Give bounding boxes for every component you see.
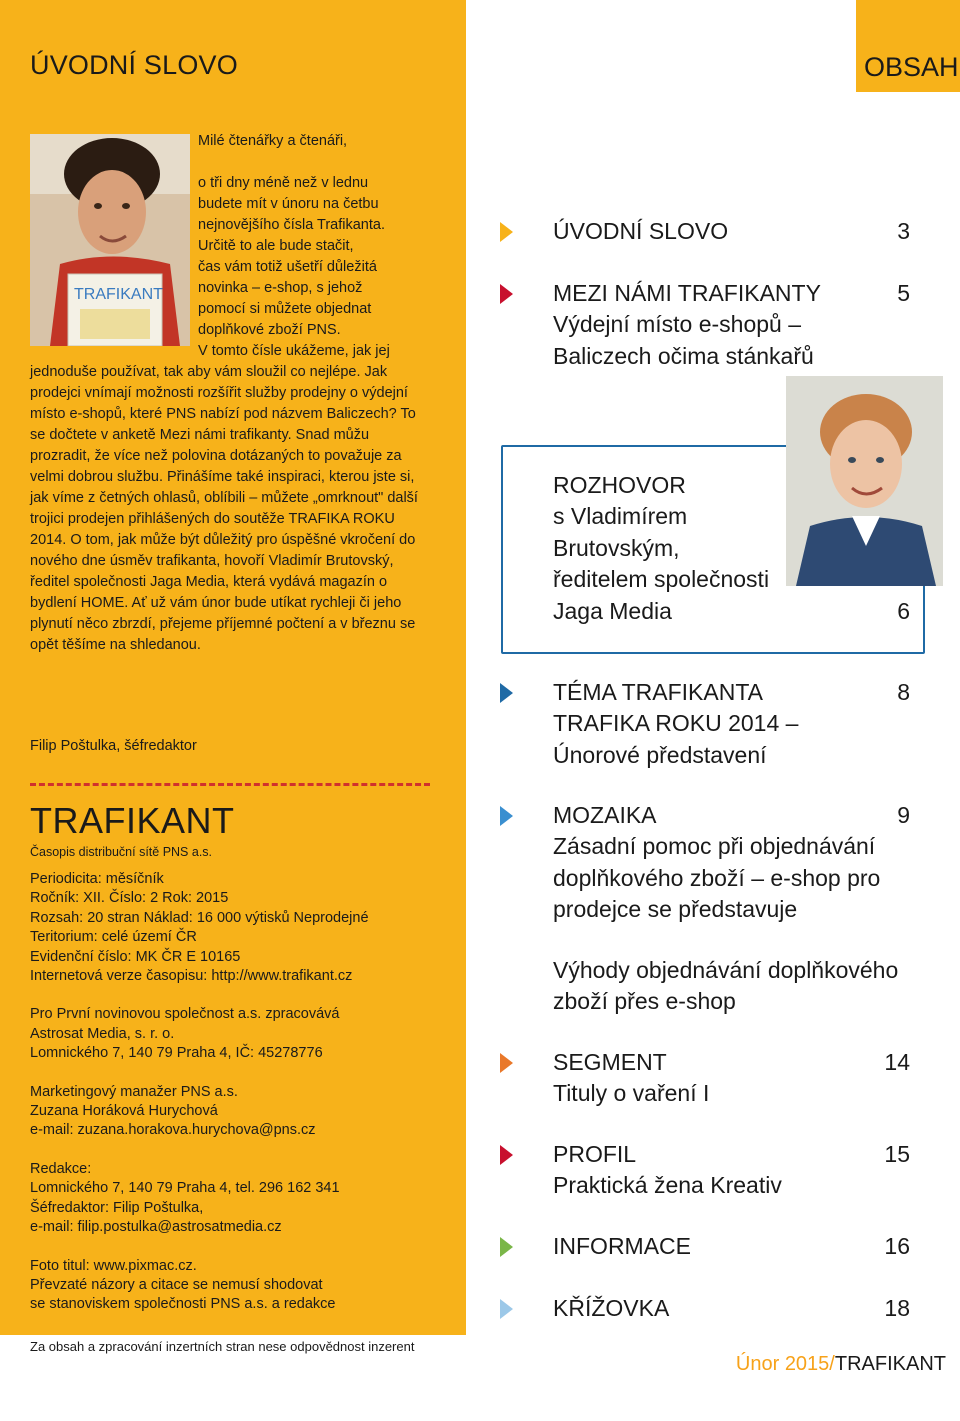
footer-issue: Únor 2015/: [735, 1353, 835, 1375]
toc-title: ÚVODNÍ SLOVO: [553, 218, 729, 244]
toc-page: 9: [897, 802, 910, 828]
arrow-icon: [500, 1299, 513, 1319]
toc-page: 18: [884, 1295, 910, 1321]
toc-entry-tema[interactable]: [500, 677, 920, 771]
imprint-line: Rozsah: 20 stran Náklad: 16 000 výtisků Neprodejné: [30, 909, 369, 926]
imprint-line: Ročník: XII. Číslo: 2 Rok: 2015: [30, 890, 229, 907]
imprint-email[interactable]: e-mail: filip.postulka@astrosatmedia.cz: [30, 1219, 282, 1236]
imprint-line: Teritorium: celé území ČR: [30, 929, 197, 946]
toc-subtitle: Jaga Media: [553, 597, 672, 624]
toc-entry-profil[interactable]: [500, 1139, 920, 1202]
intro-line: nejnovějšího čísla Trafikanta.: [198, 217, 385, 233]
imprint-line: Astrosat Media, s. r. o.: [30, 1025, 175, 1042]
toc-entry-informace[interactable]: [500, 1231, 920, 1262]
toc-page: 8: [897, 679, 910, 705]
intro-body: jednoduše používat, tak aby vám sloužil co nejlépe. Jak prodejci vnímají možnosti rozšířit služby prodejny o výdejní místo e-shopů, které PNS nabízí pod názvem Baliczech? To se dočtete v anketě Mezi námi trafikanty. Snad můžu prozradit, že více než polovina dotázaných to považuje za velmi dobrou službu. Přinášíme také inspiraci, kterou jste si, jak víme z četných ohlasů, oblíbili – můžete „omrknout" další trojici prodejen přihlášených do soutěže TRAFIKA ROKU 2014. O tom, jak může být důležitý pro úspěšné vkročení do nového dne úsměv trafikanta, hovoří Vladimír Brutovský, ředitel společnosti Jaga Media, která vydává magazín o bydlení HOME. Ať už vám únor bude utíkat rychleji či jeho plynutí něco zbrzdí, přejeme příjemné počtení a v březnu se opět těšíme na shledanou.: [30, 364, 418, 653]
toc-subtitle: TRAFIKA ROKU 2014 –: [553, 710, 799, 737]
greeting: Milé čtenářky a čtenáři,: [198, 133, 348, 149]
toc-subtitle: ředitelem společnosti: [553, 566, 770, 593]
toc-entry-krizovka[interactable]: [500, 1293, 920, 1324]
imprint-line: Evidenční číslo: MK ČR E 10165: [30, 948, 241, 965]
intro-line: budete mít v únoru na četbu: [198, 196, 379, 212]
toc-subtitle: s Vladimírem: [553, 503, 688, 530]
masthead-title: TRAFIKANT: [30, 800, 235, 841]
toc-title: SEGMENT: [553, 1049, 667, 1075]
toc-subtitle: Výdejní místo e-shopů –: [553, 311, 802, 338]
contents-header: [856, 0, 960, 92]
contents-title: OBSAH: [864, 52, 959, 82]
masthead-tagline: Časopis distribuční sítě PNS a.s.: [30, 845, 213, 859]
toc-title: PROFIL: [553, 1141, 637, 1167]
toc-subtitle: Výhody objednávání doplňkového: [553, 956, 899, 983]
imprint-line: se stanoviskem společnosti PNS a.s. a redakce: [30, 1296, 336, 1313]
imprint-line: Lomnického 7, 140 79 Praha 4, tel. 296 162 341: [30, 1180, 340, 1197]
arrow-icon: [500, 1237, 513, 1257]
toc-subtitle: Tituly o vaření I: [553, 1080, 710, 1107]
imprint-link[interactable]: Internetová verze časopisu: http://www.trafikant.cz: [30, 968, 353, 985]
intro-line: pomocí si můžete objednat: [198, 301, 372, 317]
toc-title: KŘÍŽOVKA: [553, 1295, 670, 1321]
imprint-line: Šéfredaktor: Filip Poštulka,: [30, 1199, 204, 1216]
arrow-icon: [500, 683, 513, 703]
intro-line: V tomto čísle ukážeme, jak jej: [198, 343, 390, 359]
imprint-line: Převzaté názory a citace se nemusí shodovat: [30, 1276, 323, 1293]
imprint: [30, 870, 450, 1334]
toc-subtitle: Zásadní pomoc při objednávání: [553, 833, 876, 860]
footnote: Za obsah a zpracování inzertních stran nese odpovědnost inzerent: [30, 1339, 415, 1354]
toc-entry-rozhovor[interactable]: [500, 470, 920, 627]
editorial-title: ÚVODNÍ SLOVO: [30, 50, 238, 80]
toc-title: MOZAIKA: [553, 802, 657, 828]
imprint-line: Pro První novinovou společnost a.s. zpracovává: [30, 1006, 340, 1023]
imprint-line: Marketingový manažer PNS a.s.: [30, 1083, 238, 1100]
footer-magazine: TRAFIKANT: [834, 1353, 946, 1375]
toc-subtitle: Praktická žena Kreativ: [553, 1172, 782, 1199]
arrow-icon: [500, 1053, 513, 1073]
arrow-icon: [500, 806, 513, 826]
arrow-icon: [500, 1145, 513, 1165]
toc-subtitle: zboží přes e-shop: [553, 988, 736, 1015]
intro-line: o tři dny méně než v lednu: [198, 175, 369, 191]
signature: Filip Poštulka, šéfredaktor: [30, 738, 197, 754]
book-cover-text: TRAFIKANT: [74, 286, 163, 303]
imprint-block: [30, 870, 450, 986]
toc-page: 6: [897, 597, 910, 624]
imprint-line: Redakce:: [30, 1160, 92, 1177]
imprint-block: [30, 1160, 450, 1238]
editorial-text: [30, 131, 422, 656]
toc-subtitle: prodejce se představuje: [553, 896, 798, 923]
imprint-line: Zuzana Horáková Hurychová: [30, 1103, 218, 1120]
toc-entry-mozaika[interactable]: [500, 800, 920, 1017]
toc-page: 3: [897, 218, 910, 244]
toc-entry-mezi-nami[interactable]: [500, 278, 920, 372]
toc-title: ROZHOVOR: [553, 472, 686, 498]
toc-entry-segment[interactable]: [500, 1047, 920, 1110]
imprint-line: Periodicita: měsíčník: [30, 871, 164, 887]
toc-subtitle: Baliczech očima stánkařů: [553, 342, 814, 369]
intro-line: čas vám totiž ušetří důležitá: [198, 259, 377, 275]
toc-page: 14: [884, 1049, 910, 1075]
toc-subtitle: Brutovským,: [553, 534, 680, 561]
toc-subtitle: doplňkového zboží – e-shop pro: [553, 864, 881, 891]
intro-line: Určitě to ale bude stačit,: [198, 238, 354, 254]
intro-line: doplňkové zboží PNS.: [198, 322, 341, 338]
imprint-line: Foto titul: www.pixmac.cz.: [30, 1257, 197, 1274]
arrow-icon: [500, 222, 513, 242]
toc-title: INFORMACE: [553, 1233, 691, 1259]
toc-entry-uvodni-slovo[interactable]: [500, 216, 920, 247]
footer-brand: [736, 1353, 946, 1376]
toc-title: MEZI NÁMI TRAFIKANTY: [553, 280, 821, 306]
arrow-icon: [500, 284, 513, 304]
toc-page: 5: [897, 280, 910, 306]
toc-subtitle: Únorové představení: [553, 741, 767, 768]
toc-title: TÉMA TRAFIKANTA: [553, 679, 764, 705]
imprint-email[interactable]: e-mail: zuzana.horakova.hurychova@pns.cz: [30, 1122, 316, 1139]
imprint-block: [30, 1083, 450, 1141]
divider: [30, 783, 430, 786]
imprint-block: [30, 1257, 450, 1315]
intro-line: novinka – e-shop, s jehož: [198, 280, 363, 296]
toc-page: 16: [884, 1233, 910, 1259]
toc-page: 15: [884, 1141, 910, 1167]
imprint-line: Lomnického 7, 140 79 Praha 4, IČ: 45278776: [30, 1045, 323, 1062]
imprint-block: [30, 1005, 450, 1063]
